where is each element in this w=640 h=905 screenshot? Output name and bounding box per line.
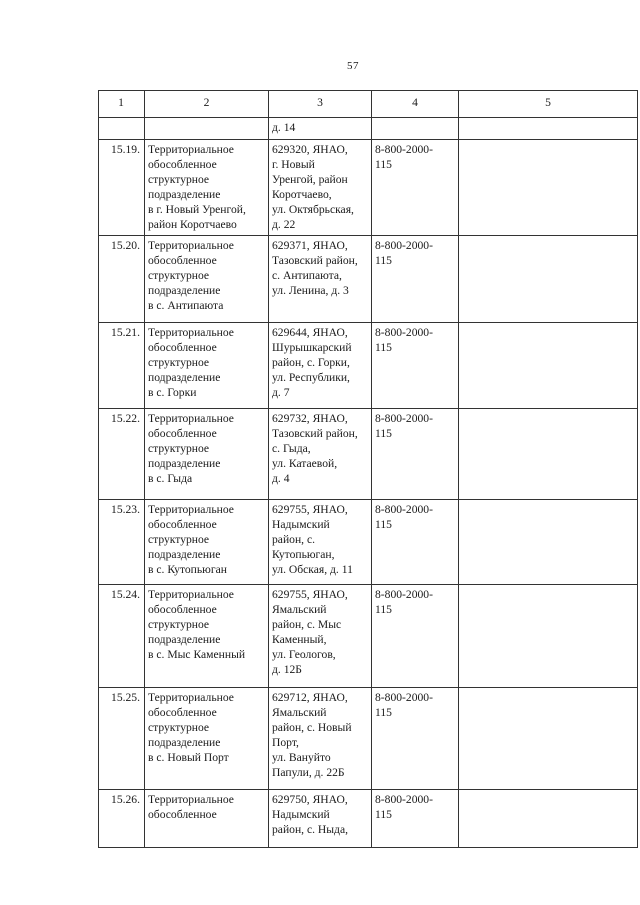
cell-num	[99, 409, 145, 500]
cell-name	[145, 118, 269, 140]
cell-note	[459, 140, 638, 236]
cell-address-text: 629644, ЯНАО, Шурышкарский район, с. Горки, ул. Республики, д. 7	[272, 326, 352, 399]
cell-phone-text: 8-800-2000- 115	[375, 326, 433, 354]
table-row	[99, 790, 638, 848]
cell-address-text: 629750, ЯНАО, Надымский район, с. Ныда,	[272, 793, 348, 836]
cell-name	[145, 140, 269, 236]
cell-num	[99, 118, 145, 140]
column-header-2: 2	[145, 91, 269, 118]
cell-name-text: Территориальное обособленное структурное подразделение в с. Мыс Каменный	[148, 588, 246, 661]
cell-phone-text: 8-800-2000- 115	[375, 588, 433, 616]
cell-phone-text: 8-800-2000- 115	[375, 143, 433, 171]
cell-name-text: Территориальное обособленное структурное подразделение в с. Кутопьюган	[148, 503, 234, 576]
cell-phone	[372, 118, 459, 140]
cell-address-text: 629755, ЯНАО, Ямальский район, с. Мыс Каменный, ул. Геологов, д. 12Б	[272, 588, 348, 676]
cell-name-text: Территориальное обособленное структурное подразделение в с. Антипаюта	[148, 239, 234, 312]
table-row	[99, 688, 638, 790]
cell-name	[145, 409, 269, 500]
cell-name-text: Территориальное обособленное структурное подразделение в с. Гыда	[148, 412, 234, 485]
cell-name-text: Территориальное обособленное структурное подразделение в с. Горки	[148, 326, 234, 399]
cell-num-text: 15.25.	[111, 691, 140, 704]
cell-name	[145, 585, 269, 688]
cell-phone	[372, 140, 459, 236]
cell-num-text: 15.20.	[111, 239, 140, 252]
cell-address	[269, 500, 372, 585]
cell-address-text: 629732, ЯНАО, Тазовский район, с. Гыда, ул. Катаевой, д. 4	[272, 412, 358, 485]
cell-name	[145, 500, 269, 585]
cell-note	[459, 236, 638, 323]
cell-phone-text: 8-800-2000- 115	[375, 691, 433, 719]
cell-num-text: 15.24.	[111, 588, 140, 601]
cell-address	[269, 236, 372, 323]
table-row	[99, 409, 638, 500]
table-row	[99, 140, 638, 236]
cell-num-text: 15.21.	[111, 326, 140, 339]
table-header-row	[99, 91, 638, 118]
cell-num-text: 15.19.	[111, 143, 140, 156]
cell-address	[269, 140, 372, 236]
cell-num-text: 15.23.	[111, 503, 140, 516]
cell-note	[459, 500, 638, 585]
cell-num	[99, 790, 145, 848]
cell-note	[459, 688, 638, 790]
table-row-continued	[99, 118, 638, 140]
cell-address	[269, 585, 372, 688]
cell-address	[269, 790, 372, 848]
offices-table	[98, 90, 638, 848]
page-number: 57	[347, 60, 359, 72]
cell-num	[99, 500, 145, 585]
cell-name-text: Территориальное обособленное	[148, 793, 234, 821]
cell-address-text: 629320, ЯНАО, г. Новый Уренгой, район Коротчаево, ул. Октябрьская, д. 22	[272, 143, 354, 231]
cell-phone-text: 8-800-2000- 115	[375, 412, 433, 440]
cell-address	[269, 323, 372, 409]
cell-phone	[372, 236, 459, 323]
table-row	[99, 236, 638, 323]
cell-phone	[372, 790, 459, 848]
cell-address: д. 14	[269, 118, 372, 140]
column-header-4: 4	[372, 91, 459, 118]
cell-note	[459, 409, 638, 500]
cell-name	[145, 790, 269, 848]
table-row	[99, 323, 638, 409]
cell-name-text: Территориальное обособленное структурное подразделение в с. Новый Порт	[148, 691, 234, 764]
cell-num	[99, 688, 145, 790]
cell-phone	[372, 409, 459, 500]
cell-name	[145, 323, 269, 409]
cell-num	[99, 585, 145, 688]
cell-note	[459, 118, 638, 140]
column-header-1: 1	[99, 91, 145, 118]
cell-num	[99, 236, 145, 323]
cell-num-text: 15.22.	[111, 412, 140, 425]
cell-address-text: 629712, ЯНАО, Ямальский район, с. Новый Порт, ул. Вануйто Папули, д. 22Б	[272, 691, 352, 779]
cell-num	[99, 323, 145, 409]
column-header-5: 5	[459, 91, 638, 118]
cell-name-text: Территориальное обособленное структурное подразделение в г. Новый Уренгой, район Коротчаево	[148, 143, 246, 231]
table-body	[99, 140, 638, 848]
cell-phone	[372, 323, 459, 409]
cell-name	[145, 688, 269, 790]
cell-phone-text: 8-800-2000- 115	[375, 503, 433, 531]
cell-phone	[372, 500, 459, 585]
cell-phone	[372, 585, 459, 688]
cell-num-text: 15.26.	[111, 793, 140, 806]
cell-num	[99, 140, 145, 236]
table-row	[99, 500, 638, 585]
table-row	[99, 585, 638, 688]
cell-note	[459, 585, 638, 688]
cell-phone	[372, 688, 459, 790]
cell-address	[269, 688, 372, 790]
cell-note	[459, 323, 638, 409]
cell-address	[269, 409, 372, 500]
cell-note	[459, 790, 638, 848]
cell-phone-text: 8-800-2000- 115	[375, 239, 433, 267]
column-header-3: 3	[269, 91, 372, 118]
cell-name	[145, 236, 269, 323]
cell-address-text: 629755, ЯНАО, Надымский район, с. Кутопьюган, ул. Обская, д. 11	[272, 503, 353, 576]
cell-phone-text: 8-800-2000- 115	[375, 793, 433, 821]
cell-address-text: 629371, ЯНАО, Тазовский район, с. Антипаюта, ул. Ленина, д. 3	[272, 239, 358, 297]
